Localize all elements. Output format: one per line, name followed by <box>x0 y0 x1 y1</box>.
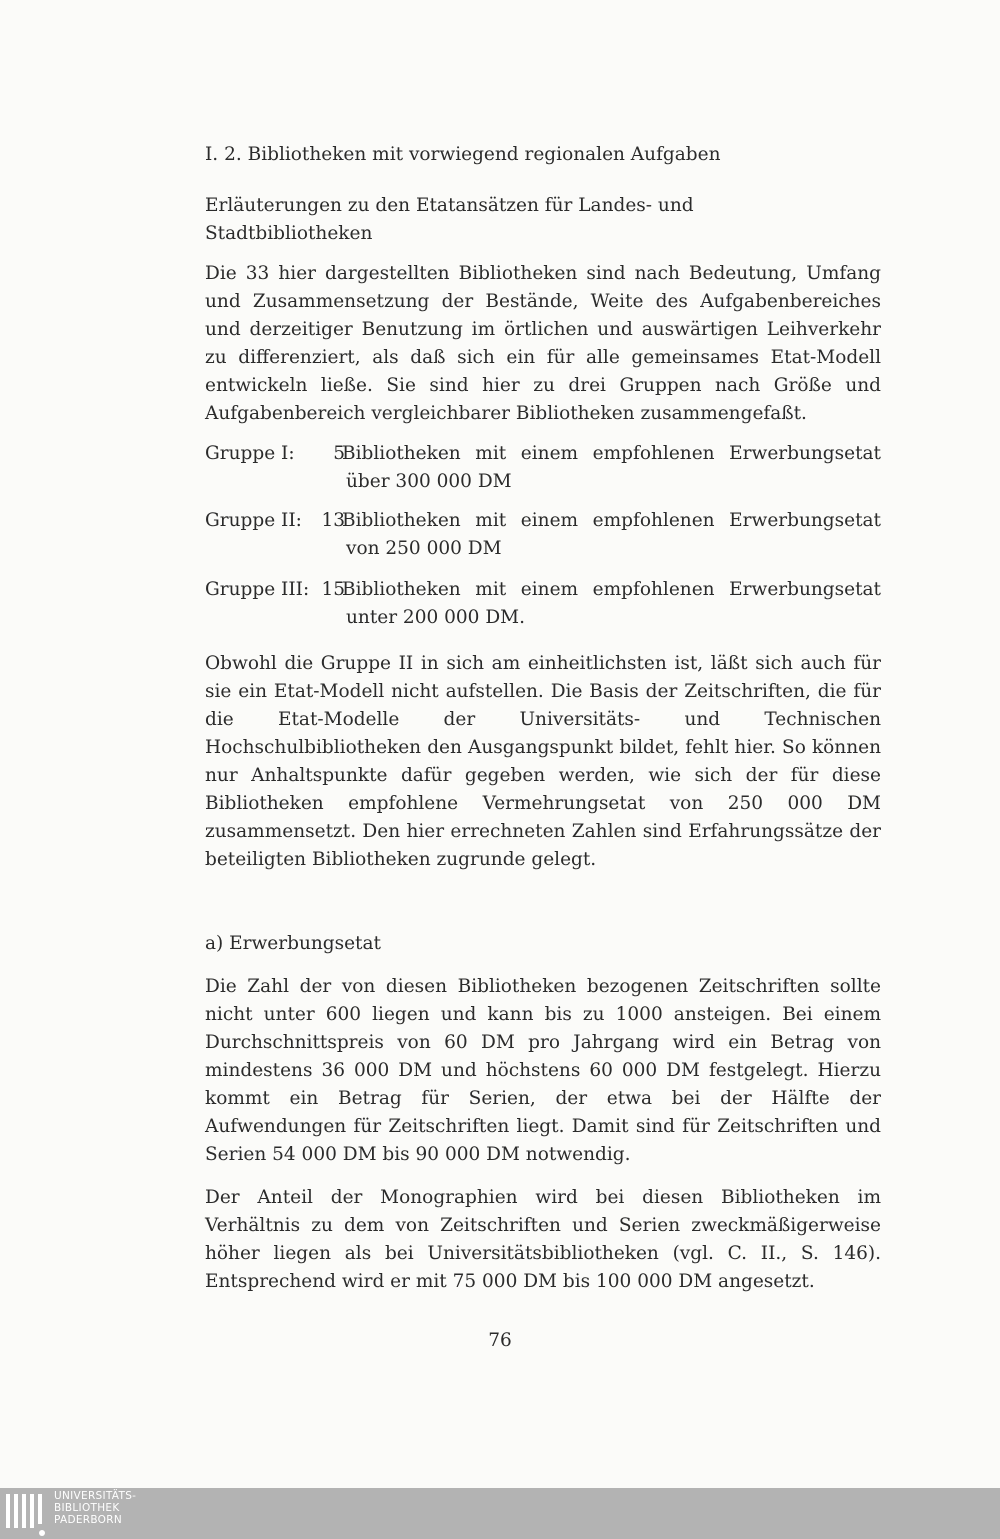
group-amount: über 300 000 DM <box>346 471 512 492</box>
library-name-line: UNIVERSITÄTS- <box>54 1490 137 1502</box>
subheading: Erläuterungen zu den Etatansätzen für Landes- und Stadtbibliotheken <box>205 195 694 244</box>
group-description: Bibliotheken mit einem empfohlenen Erwerbungsetat <box>342 579 881 600</box>
group-label: Gruppe III: <box>205 579 310 600</box>
library-name <box>54 1490 136 1526</box>
group-amount: von 250 000 DM <box>346 538 502 559</box>
page-number: 76 <box>488 1330 512 1351</box>
paragraph-monographs: Der Anteil der Monographien wird bei diesen Bibliotheken im Verhältnis zu dem von Zeitschriften und Serien zweckmäßigerweise höher liegen als bei Universitätsbibliotheken (vgl. C. II., S. 146). Entsprechend wird er mit 75 000 DM bis 100 000 DM angesetzt. <box>205 1187 881 1292</box>
library-name-line: PADERBORN <box>54 1514 122 1526</box>
library-logo-icon <box>6 1494 50 1534</box>
paragraph-intro: Die 33 hier dargestellten Bibliotheken sind nach Bedeutung, Umfang und Zusammensetzung der Bestände, Weite des Aufgabenbereiches und derzeitiger Benutzung im örtlichen und auswärtigen Leihverkehr zu differenziert, als daß sich ein für alle gemeinsames Etat-Modell entwickeln ließe. Sie sind hier zu drei Gruppen nach Größe und Aufgabenbereich vergleichbarer Bibliotheken zusammengefaßt. <box>205 263 881 424</box>
library-name-line: BIBLIOTHEK <box>54 1502 120 1514</box>
group-label: Gruppe I: <box>205 443 295 464</box>
group-amount: unter 200 000 DM. <box>346 607 525 628</box>
group-description: Bibliotheken mit einem empfohlenen Erwerbungsetat <box>342 510 881 531</box>
group-count: 13 <box>321 510 345 531</box>
group-count: 15 <box>321 579 345 600</box>
paragraph-periodicals: Die Zahl der von diesen Bibliotheken bezogenen Zeitschriften sollte nicht unter 600 liegen und kann bis zu 1000 ansteigen. Bei einem Durchschnittspreis von 60 DM pro Jahrgang wird ein Betrag von mindestens 36 000 DM und höchstens 60 000 DM festgelegt. Hierzu kommt ein Betrag für Serien, der etwa bei der Hälfte der Aufwendungen für Zeitschriften liegt. Damit sind für Zeitschriften und Serien 54 000 DM bis 90 000 DM notwendig. <box>205 976 881 1165</box>
group-label: Gruppe II: <box>205 510 302 531</box>
group-description: Bibliotheken mit einem empfohlenen Erwerbungsetat <box>342 443 881 464</box>
subsection-heading: a) Erwerbungsetat <box>205 933 381 954</box>
section-heading: I. 2. Bibliotheken mit vorwiegend regionalen Aufgaben <box>205 144 721 165</box>
group-count: 5 <box>333 443 345 464</box>
library-footer-bar <box>0 1488 1000 1539</box>
paragraph-group-two: Obwohl die Gruppe II in sich am einheitlichsten ist, läßt sich auch für sie ein Etat-Modell nicht aufstellen. Die Basis der Zeitschriften, die für die Etat-Modelle der Universitäts- und Technischen Hochschulbibliotheken den Ausgangspunkt bildet, fehlt hier. So können nur Anhaltspunkte dafür gegeben werden, wie sich der für diese Bibliotheken empfohlene Vermehrungsetat von 250 000 DM zusammensetzt. Den hier errechneten Zahlen sind Erfahrungssätze der beteiligten Bibliotheken zugrunde gelegt. <box>205 653 881 870</box>
